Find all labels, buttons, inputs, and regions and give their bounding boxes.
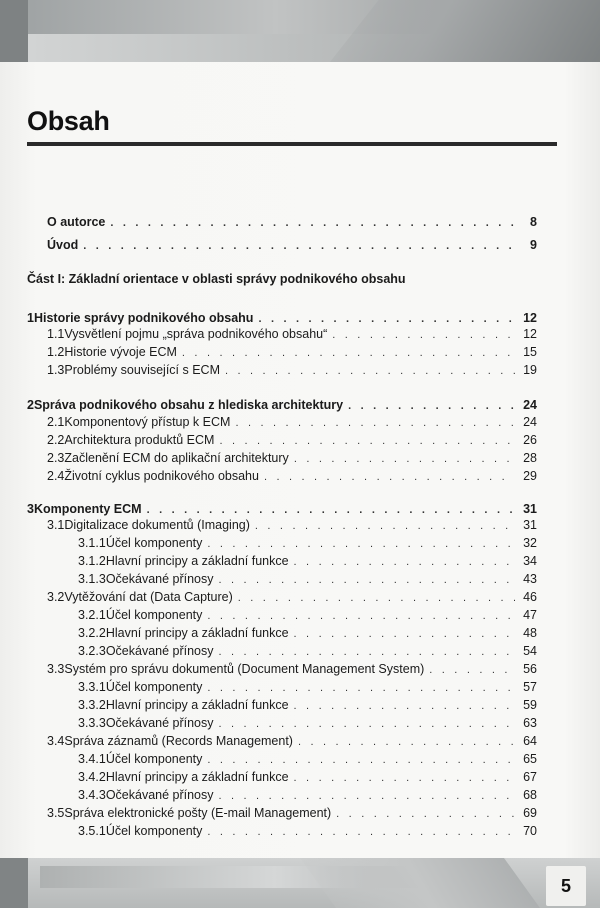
entry-number: 3.2	[47, 590, 65, 604]
entry-page: 46	[523, 590, 537, 604]
leader-dots	[298, 735, 515, 750]
leader-dots	[235, 416, 515, 431]
leader-dots	[294, 627, 515, 642]
leader-dots	[294, 771, 515, 786]
toc-section-entry	[47, 327, 537, 344]
toc-section-entry	[47, 363, 537, 380]
entry-title: Komponenty ECM	[33, 502, 142, 516]
entry-number: 3.5	[47, 806, 65, 820]
entry-page: 69	[523, 806, 537, 820]
entry-number: 3	[27, 502, 34, 516]
toc-section-entry	[47, 590, 537, 607]
leader-dots	[294, 699, 515, 714]
entry-title: Problémy související s ECM	[64, 363, 220, 377]
entry-page: 9	[530, 238, 537, 252]
entry-number: 3.3.1	[78, 680, 106, 694]
entry-page: 56	[523, 662, 537, 676]
entry-title: Hlavní principy a základní funkce	[105, 626, 289, 640]
entry-number: 3.2.1	[78, 608, 106, 622]
entry-title: Životní cyklus podnikového obsahu	[64, 469, 259, 483]
leader-dots	[348, 399, 515, 414]
entry-page: 12	[523, 327, 537, 341]
entry-title: Očekávané přínosy	[105, 572, 214, 586]
toc-subsection-entry	[78, 536, 537, 553]
leader-dots	[294, 555, 515, 570]
entry-page: 57	[523, 680, 537, 694]
leader-dots	[219, 645, 515, 660]
entry-page: 34	[523, 554, 537, 568]
entry-page: 63	[523, 716, 537, 730]
toc-subsection-entry	[78, 752, 537, 769]
entry-title: Očekávané přínosy	[105, 716, 214, 730]
entry-title: Vytěžování dat (Data Capture)	[64, 590, 233, 604]
entry-number: 1.2	[47, 345, 65, 359]
entry-title: Hlavní principy a základní funkce	[105, 554, 289, 568]
entry-number: 2.4	[47, 469, 65, 483]
entry-page: 24	[523, 398, 537, 412]
leader-dots	[255, 519, 515, 534]
entry-page: 19	[523, 363, 537, 377]
entry-number: 3.4.1	[78, 752, 106, 766]
entry-page: 32	[523, 536, 537, 550]
entry-page: 24	[523, 415, 537, 429]
entry-title: Očekávané přínosy	[105, 644, 214, 658]
toc-section-entry	[47, 734, 537, 751]
entry-page: 43	[523, 572, 537, 586]
leader-dots	[238, 591, 515, 606]
entry-title: Digitalizace dokumentů (Imaging)	[64, 518, 250, 532]
entry-title: Začlenění ECM do aplikační architektury	[64, 451, 289, 465]
entry-title: Komponentový přístup k ECM	[64, 415, 231, 429]
toc-subsection-entry	[78, 626, 537, 643]
entry-page: 47	[523, 608, 537, 622]
entry-page: 15	[523, 345, 537, 359]
entry-title: Očekávané přínosy	[105, 788, 214, 802]
toc-subsection-entry	[78, 680, 537, 697]
leader-dots	[219, 434, 515, 449]
entry-number: 2.2	[47, 433, 65, 447]
entry-number: 3.3	[47, 662, 65, 676]
entry-number: 3.4.3	[78, 788, 106, 802]
entry-page: 64	[523, 734, 537, 748]
leader-dots	[264, 470, 515, 485]
leader-dots	[258, 312, 515, 327]
toc-section-entry	[47, 806, 537, 823]
toc-section-entry	[47, 451, 537, 468]
entry-number: 1.3	[47, 363, 65, 377]
entry-page: 67	[523, 770, 537, 784]
entry-page: 48	[523, 626, 537, 640]
entry-title: Hlavní principy a základní funkce	[105, 698, 289, 712]
entry-title: Architektura produktů ECM	[64, 433, 215, 447]
entry-title: Hlavní principy a základní funkce	[105, 770, 289, 784]
entry-page: 12	[523, 311, 537, 325]
toc-chapter-entry	[27, 502, 537, 519]
entry-number: 3.2.3	[78, 644, 106, 658]
entry-title: Historie správy podnikového obsahu	[33, 311, 254, 325]
leader-dots	[83, 239, 515, 254]
leader-dots	[207, 681, 515, 696]
toc-subsection-entry	[78, 644, 537, 661]
leader-dots	[225, 364, 515, 379]
toc-subsection-entry	[78, 788, 537, 805]
toc-subsection-entry	[78, 572, 537, 589]
entry-number: 3.1	[47, 518, 65, 532]
entry-page: 65	[523, 752, 537, 766]
entry-title: Úvod	[47, 238, 79, 252]
entry-page: 31	[523, 502, 537, 516]
entry-title: Systém pro správu dokumentů (Document Management System)	[64, 662, 425, 676]
entry-number: 1.1	[47, 327, 65, 341]
toc-subsection-entry	[78, 716, 537, 733]
toc-subsection-entry	[78, 824, 537, 841]
toc-section-entry	[47, 518, 537, 535]
leader-dots	[219, 789, 515, 804]
leader-dots	[207, 825, 515, 840]
leader-dots	[219, 573, 515, 588]
entry-number: 2.1	[47, 415, 65, 429]
entry-page: 26	[523, 433, 537, 447]
entry-page: 70	[523, 824, 537, 838]
entry-number: 3.3.3	[78, 716, 106, 730]
entry-page: 59	[523, 698, 537, 712]
entry-number: 3.3.2	[78, 698, 106, 712]
entry-title: Historie vývoje ECM	[64, 345, 177, 359]
leader-dots	[336, 807, 515, 822]
entry-page: 28	[523, 451, 537, 465]
leader-dots	[219, 717, 515, 732]
entry-page: 68	[523, 788, 537, 802]
entry-title: Správa podnikového obsahu z hlediska architektury	[33, 398, 344, 412]
entry-number: 3.5.1	[78, 824, 106, 838]
toc-section-entry	[47, 345, 537, 362]
toc-chapter-entry	[27, 398, 537, 415]
leader-dots	[207, 609, 515, 624]
toc-front-entry	[47, 238, 537, 255]
toc-subsection-entry	[78, 770, 537, 787]
entry-page: 31	[523, 518, 537, 532]
leader-dots	[110, 216, 515, 231]
entry-page: 8	[530, 215, 537, 229]
entry-number: 2.3	[47, 451, 65, 465]
entry-number: 3.1.1	[78, 536, 106, 550]
entry-title: Správa elektronické pošty (E-mail Management)	[64, 806, 332, 820]
leader-dots	[207, 537, 515, 552]
entry-title: Vysvětlení pojmu „správa podnikového obsahu“	[64, 327, 328, 341]
entry-title: Správa záznamů (Records Management)	[64, 734, 293, 748]
toc-subsection-entry	[78, 698, 537, 715]
leader-dots	[207, 753, 515, 768]
entry-page: 29	[523, 469, 537, 483]
toc-section-entry	[47, 662, 537, 679]
footer-decoration	[0, 858, 600, 908]
entry-number: 1	[27, 311, 34, 325]
entry-number: 3.2.2	[78, 626, 106, 640]
toc-front-entry	[47, 215, 537, 232]
entry-title: Účel komponenty	[105, 824, 203, 838]
entry-title: Účel komponenty	[105, 752, 203, 766]
entry-title: Účel komponenty	[105, 608, 203, 622]
toc-section-entry	[47, 469, 537, 486]
leader-dots	[182, 346, 515, 361]
entry-number: 3.1.3	[78, 572, 106, 586]
entry-title: O autorce	[47, 215, 106, 229]
part-heading: Část I: Základní orientace v oblasti správy podnikového obsahu	[27, 272, 406, 286]
leader-dots	[294, 452, 515, 467]
toc-subsection-entry	[78, 608, 537, 625]
toc-subsection-entry	[78, 554, 537, 571]
leader-dots	[429, 663, 515, 678]
toc-chapter-entry	[27, 311, 537, 328]
page-number: 5	[546, 866, 586, 906]
entry-page: 54	[523, 644, 537, 658]
leader-dots	[332, 328, 515, 343]
page-title: Obsah	[27, 106, 110, 136]
leader-dots	[147, 503, 515, 518]
entry-number: 2	[27, 398, 34, 412]
entry-number: 3.4	[47, 734, 65, 748]
toc-section-entry	[47, 415, 537, 432]
entry-title: Účel komponenty	[105, 680, 203, 694]
toc-section-entry	[47, 433, 537, 450]
entry-number: 3.4.2	[78, 770, 106, 784]
entry-title: Účel komponenty	[105, 536, 203, 550]
entry-number: 3.1.2	[78, 554, 106, 568]
